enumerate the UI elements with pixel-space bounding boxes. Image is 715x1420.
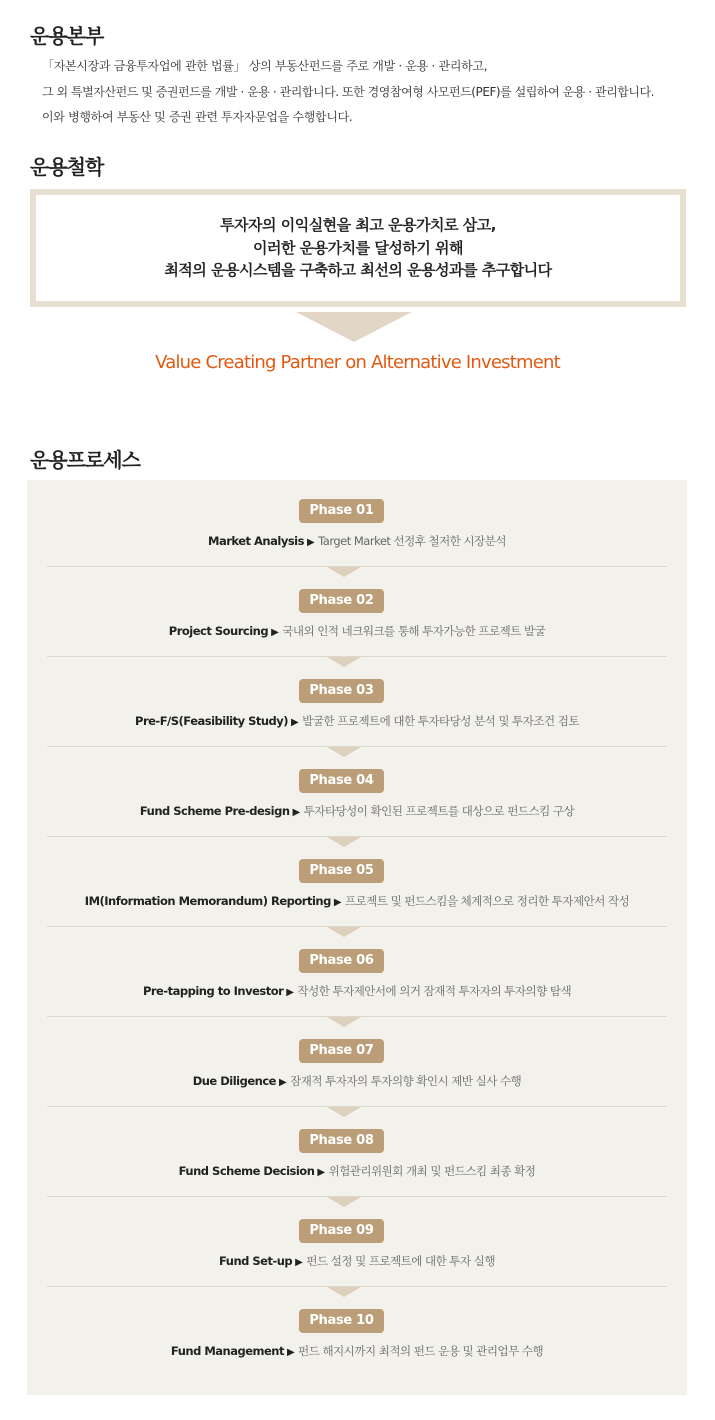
step-description: [47, 1343, 667, 1359]
step-english: IM(Information Memorandum) Reporting: [84, 894, 331, 908]
step-english: Pre-tapping to Investor: [142, 984, 284, 998]
arrow-right-icon: ▶: [291, 717, 299, 728]
step-description: [47, 623, 667, 639]
step-english: Fund Scheme Pre-design: [139, 804, 290, 818]
step-description: [47, 1073, 667, 1089]
process-panel: [27, 480, 687, 1395]
division-title: 운용본부: [30, 24, 104, 48]
slogan: Value Creating Partner on Alternative Investment: [155, 352, 560, 373]
step-english: Fund Set-up: [218, 1254, 293, 1268]
phase-badge: Phase 06: [299, 949, 384, 973]
step-description: [47, 983, 667, 999]
step-english: Due Diligence: [192, 1074, 276, 1088]
phase-badge: Phase 05: [299, 859, 384, 883]
process-title: 운용프로세스: [30, 448, 140, 472]
arrow-right-icon: ▶: [292, 807, 300, 818]
arrow-right-icon: ▶: [286, 987, 294, 998]
step-korean: 발굴한 프로젝트에 대한 투자타당성 분석 및 투자조건 검토: [302, 714, 579, 728]
philosophy-title: 운용철학: [30, 155, 104, 179]
process-step: [47, 660, 667, 750]
process-step: [47, 1020, 667, 1110]
phase-badge: Phase 01: [299, 499, 384, 523]
step-description: [47, 803, 667, 819]
arrow-right-icon: ▶: [306, 537, 315, 548]
step-description: [47, 1253, 667, 1269]
arrow-right-icon: ▶: [286, 1347, 295, 1358]
step-description: [47, 893, 667, 909]
down-arrow-icon: [296, 312, 412, 342]
process-step: [47, 480, 667, 570]
arrow-right-icon: ▶: [278, 1077, 287, 1088]
step-description: [47, 713, 667, 729]
step-english: Fund Scheme Decision: [178, 1164, 315, 1178]
phase-badge: Phase 09: [299, 1219, 384, 1243]
philosophy-line: 최적의 운용시스템을 구축하고 최선의 운용성과를 추구합니다: [164, 261, 552, 280]
division-line: 이와 병행하여 부동산 및 증권 관련 투자자문업을 수행합니다.: [42, 110, 353, 124]
step-korean: Target Market 선정후 철저한 시장분석: [318, 534, 506, 548]
step-korean: 국내외 인적 네크워크를 통해 투자가능한 프로젝트 발굴: [282, 624, 546, 638]
process-step: [47, 930, 667, 1020]
philosophy-line: 투자자의 이익실현을 최고 운용가치로 삼고,: [220, 216, 496, 235]
step-description: [47, 533, 667, 549]
step-english: Market Analysis: [208, 534, 304, 548]
process-step: [47, 570, 667, 660]
process-step: [47, 750, 667, 840]
philosophy-box: [30, 189, 686, 307]
division-line: 「자본시장과 금융투자업에 관한 법률」 상의 부동산펀드를 주로 개발 · 운용 · 관리하고,: [42, 59, 488, 73]
arrow-right-icon: ▶: [271, 627, 279, 638]
step-korean: 프로젝트 및 펀드스킴을 체계적으로 정리한 투자제안서 작성: [345, 894, 630, 908]
phase-badge: Phase 02: [299, 589, 384, 613]
phase-badge: Phase 08: [299, 1129, 384, 1153]
phase-badge: Phase 03: [299, 679, 384, 703]
step-english: Project Sourcing: [168, 624, 269, 638]
step-korean: 작성한 투자제안서에 의거 잠재적 투자자의 투자의향 탐색: [297, 984, 572, 998]
process-step: [47, 840, 667, 930]
step-korean: 투자타당성이 확인된 프로젝트를 대상으로 펀드스킴 구상: [303, 804, 575, 818]
arrow-right-icon: ▶: [333, 897, 342, 908]
division-description: [42, 54, 682, 131]
arrow-right-icon: ▶: [317, 1167, 325, 1178]
process-step: [47, 1110, 667, 1200]
phase-badge: Phase 04: [299, 769, 384, 793]
phase-badge: Phase 07: [299, 1039, 384, 1063]
arrow-right-icon: ▶: [295, 1257, 303, 1268]
philosophy-line: 이러한 운용가치를 달성하기 위해: [252, 238, 464, 257]
process-step: [47, 1290, 667, 1380]
process-step: [47, 1200, 667, 1290]
phase-badge: Phase 10: [299, 1309, 384, 1333]
step-korean: 펀드 해지시까지 최적의 펀드 운용 및 관리업무 수행: [298, 1344, 544, 1358]
step-korean: 잠재적 투자자의 투자의향 확인시 제반 실사 수행: [290, 1074, 522, 1088]
step-english: Fund Management: [170, 1344, 284, 1358]
step-description: [47, 1163, 667, 1179]
step-korean: 펀드 설정 및 프로젝트에 대한 투자 실행: [306, 1254, 496, 1268]
step-english: Pre-F/S(Feasibility Study): [135, 714, 289, 728]
step-korean: 위험관리위원회 개최 및 펀드스킴 최종 확정: [328, 1164, 536, 1178]
division-line: 그 외 특별자산펀드 및 증권펀드를 개발 · 운용 · 관리합니다. 또한 경영참여형 사모펀드(PEF)를 설립하여 운용 · 관리합니다.: [42, 84, 655, 99]
